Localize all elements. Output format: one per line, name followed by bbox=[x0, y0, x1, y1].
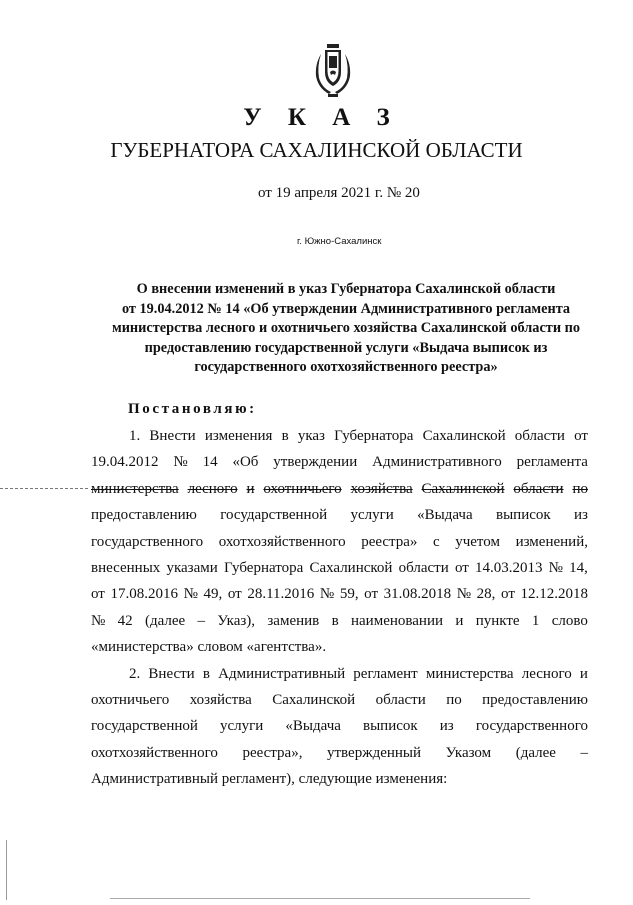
coat-of-arms-emblem bbox=[313, 42, 353, 98]
body-line bbox=[91, 713, 588, 739]
body-word: утвержденный bbox=[327, 744, 422, 761]
body-word: 31.08.2018 bbox=[383, 586, 452, 603]
body-word: по bbox=[446, 691, 462, 708]
body-word: министерства bbox=[425, 665, 514, 682]
body-word: регламент bbox=[353, 665, 418, 682]
body-word: Сахалинской bbox=[272, 691, 356, 708]
body-line bbox=[91, 555, 588, 581]
body-word: 14 bbox=[202, 454, 218, 471]
body-word: по bbox=[572, 480, 588, 497]
body-word: Сахалинской bbox=[422, 428, 506, 444]
body-word: 28, bbox=[476, 586, 496, 603]
body-line bbox=[91, 476, 588, 502]
body-word: наименовании bbox=[351, 612, 444, 629]
body-word: лесного bbox=[521, 665, 572, 682]
body-word: предоставлению bbox=[91, 507, 197, 524]
body-word: в bbox=[331, 612, 339, 629]
body-word: указами bbox=[166, 559, 218, 576]
body-line bbox=[91, 766, 588, 792]
body-word: № bbox=[173, 454, 188, 471]
body-line bbox=[91, 661, 588, 687]
body-word: № bbox=[456, 586, 472, 603]
body-word: изменений, bbox=[515, 533, 588, 550]
body-word: государственной bbox=[220, 507, 328, 524]
body-word: 17.08.2016 bbox=[110, 586, 178, 603]
body-line bbox=[91, 529, 588, 555]
body-word: Административный регламент), следующие изменения: bbox=[91, 771, 448, 788]
body-word: области bbox=[375, 691, 426, 708]
body-word: «Выдача bbox=[417, 507, 473, 524]
body-word: и bbox=[455, 612, 464, 629]
body-line bbox=[91, 687, 588, 713]
body-word: 42 bbox=[117, 612, 133, 629]
body-word: от bbox=[227, 586, 242, 603]
body-word: пункте bbox=[475, 612, 520, 629]
body-word: регламента bbox=[516, 454, 588, 471]
body-word: охотхозяйственного bbox=[218, 533, 346, 550]
body-word: Административного bbox=[372, 454, 502, 471]
body-line bbox=[91, 581, 588, 607]
body-word: области bbox=[514, 428, 565, 444]
body-word: лесного bbox=[187, 480, 238, 497]
body-word: охотничьего bbox=[263, 480, 342, 497]
body-word: учетом bbox=[455, 533, 500, 550]
body-word: № bbox=[319, 586, 335, 603]
body-word: «Выдача bbox=[285, 718, 341, 735]
body-word: 28.11.2016 bbox=[247, 586, 315, 603]
body-word: утверждении bbox=[273, 454, 358, 471]
body-word: с bbox=[433, 533, 440, 550]
body-word: от bbox=[454, 559, 469, 576]
body-word: Внести bbox=[149, 428, 196, 444]
body-word: внесенных bbox=[91, 559, 161, 576]
body-word: выписок bbox=[363, 718, 418, 735]
issuer-subtitle: ГУБЕРНАТОРА САХАЛИНСКОЙ ОБЛАСТИ bbox=[110, 138, 523, 162]
body-word: Указом bbox=[445, 744, 492, 761]
body-word: охотничьего bbox=[91, 691, 170, 708]
body-word: предоставлению bbox=[482, 691, 588, 708]
body-word: от bbox=[91, 586, 105, 603]
body-word: хозяйства bbox=[189, 691, 252, 708]
body-word: 12.12.2018 bbox=[520, 586, 588, 603]
scan-edge-line bbox=[6, 840, 7, 900]
body-word: Губернатора bbox=[223, 559, 304, 576]
body-word: государственного bbox=[91, 533, 204, 550]
body-word: хозяйства bbox=[350, 480, 413, 497]
body-word: 14.03.2013 bbox=[474, 559, 543, 576]
margin-dash-line bbox=[0, 488, 88, 489]
body-word: – bbox=[197, 612, 206, 629]
scan-bottom-line bbox=[110, 898, 530, 899]
body-word: в bbox=[281, 428, 289, 444]
body-word: области bbox=[398, 559, 449, 576]
body-word: 49, bbox=[203, 586, 223, 603]
document-city: г. Южно-Сахалинск bbox=[297, 236, 382, 247]
body-word: заменив bbox=[267, 612, 320, 629]
body-word: 1 bbox=[531, 612, 540, 629]
body-word: 14, bbox=[569, 559, 588, 576]
body-word: из bbox=[574, 507, 588, 524]
body-word: Административный bbox=[218, 665, 346, 682]
heading-line: О внесении изменений в указ Губернатора Сахалинской области bbox=[136, 281, 556, 297]
body-line bbox=[91, 449, 588, 475]
coat-of-arms-icon bbox=[313, 42, 353, 98]
body-word: Сахалинской bbox=[421, 480, 505, 497]
body-word: услуги bbox=[350, 507, 394, 524]
body-word: изменения bbox=[204, 428, 273, 444]
body-word: от bbox=[364, 586, 379, 603]
body-word: (далее bbox=[144, 612, 186, 629]
document-body bbox=[91, 423, 588, 792]
heading-line: предоставлению государственной услуги «Выдача выписок из bbox=[144, 339, 548, 356]
body-word: слово bbox=[551, 612, 588, 629]
heading-line: от 19.04.2012 № 14 «Об утверждении Административного регламента bbox=[121, 300, 571, 317]
body-word: Внести bbox=[148, 665, 195, 682]
body-word: реестра» bbox=[361, 533, 418, 550]
body-word: государственной bbox=[91, 718, 198, 735]
body-word: «Об bbox=[232, 454, 259, 471]
body-word: и bbox=[246, 480, 255, 497]
body-line bbox=[91, 634, 588, 660]
body-word: (далее bbox=[515, 744, 556, 761]
body-word: реестра», bbox=[242, 744, 303, 761]
document-heading bbox=[86, 280, 606, 378]
body-word: выписок bbox=[496, 507, 551, 524]
body-word: Губернатора bbox=[334, 428, 414, 444]
body-word: и bbox=[579, 665, 588, 682]
heading-line: министерства лесного и охотничьего хозяйства Сахалинской области по bbox=[111, 320, 581, 336]
body-word: 1. bbox=[129, 428, 141, 444]
body-word: 2. bbox=[129, 665, 141, 682]
body-word: охотхозяйственного bbox=[91, 744, 218, 761]
body-word: № bbox=[91, 612, 106, 629]
body-word: из bbox=[439, 718, 454, 735]
body-word: – bbox=[580, 744, 588, 761]
body-word: Указ), bbox=[217, 612, 256, 629]
body-word: 59, bbox=[339, 586, 359, 603]
body-word: государственного bbox=[475, 718, 588, 735]
body-word: области bbox=[513, 480, 564, 497]
body-line bbox=[91, 740, 588, 766]
body-word: 19.04.2012 bbox=[91, 454, 159, 471]
body-word: в bbox=[202, 665, 210, 682]
body-word: указ bbox=[297, 428, 325, 444]
body-word: № bbox=[183, 586, 198, 603]
decree-word: Постановляю: bbox=[128, 401, 257, 417]
body-line bbox=[91, 608, 588, 634]
body-word: услуги bbox=[220, 718, 264, 735]
body-word: от bbox=[501, 586, 515, 603]
body-line bbox=[91, 502, 588, 528]
body-word: «министерства» словом «агентства». bbox=[91, 639, 327, 656]
body-word: от bbox=[574, 428, 588, 444]
document-title: У К А З bbox=[243, 104, 400, 131]
body-word: министерства bbox=[91, 480, 179, 497]
body-word: № bbox=[548, 559, 563, 576]
body-word: Сахалинской bbox=[309, 559, 393, 576]
heading-line: государственного охотхозяйственного реестра» bbox=[194, 359, 498, 375]
body-line bbox=[91, 423, 588, 449]
document-date: от 19 апреля 2021 г. № 20 bbox=[258, 185, 420, 201]
